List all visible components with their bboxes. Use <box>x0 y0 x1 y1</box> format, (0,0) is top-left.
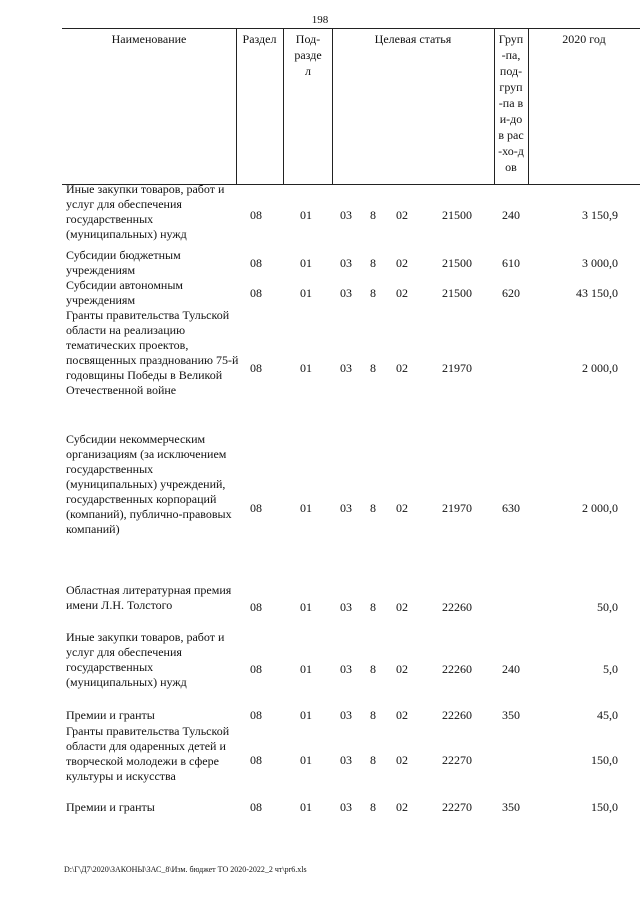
cell-name: Иные закупки товаров, работ и услуг для обеспечения государственных (муниципальных) нужд <box>66 630 225 689</box>
cell-subsection: 01 <box>300 662 312 676</box>
cell-subsection: 01 <box>300 256 312 270</box>
cell-target-direction: 21500 <box>442 208 472 222</box>
cell-target-direction: 22270 <box>442 753 472 767</box>
cell-subsection: 01 <box>300 800 312 814</box>
cell-target-program: 03 <box>340 662 352 676</box>
cell-amount-2020: 5,0 <box>603 662 618 676</box>
cell-amount-2020: 43 150,0 <box>576 286 618 300</box>
cell-target-subprogram: 8 <box>370 753 376 767</box>
cell-target-subprogram: 8 <box>370 501 376 515</box>
cell-expense-type: 630 <box>502 501 520 515</box>
page-number: 198 <box>311 14 329 26</box>
cell-target-direction: 22260 <box>442 708 472 722</box>
cell-subsection: 01 <box>300 753 312 767</box>
cell-name: Областная литературная премия имени Л.Н. Толстого <box>66 583 232 612</box>
cell-expense-type: 240 <box>502 208 520 222</box>
cell-name: Субсидии автономным учреждениям <box>66 278 183 307</box>
cell-section: 08 <box>250 286 262 300</box>
cell-target-event: 02 <box>396 208 408 222</box>
cell-target-subprogram: 8 <box>370 800 376 814</box>
column-divider <box>236 29 237 184</box>
table-header <box>62 28 640 185</box>
cell-target-event: 02 <box>396 361 408 375</box>
cell-target-direction: 22270 <box>442 800 472 814</box>
cell-subsection: 01 <box>300 286 312 300</box>
cell-target-subprogram: 8 <box>370 256 376 270</box>
cell-name: Субсидии некоммерческим организациям (за исключением государственных (муниципальных) учреждений, государственных корпораций (компаний), публично-правовых компаний) <box>66 432 232 536</box>
cell-amount-2020: 3 150,9 <box>582 208 618 222</box>
cell-target-program: 03 <box>340 286 352 300</box>
cell-expense-type: 610 <box>502 256 520 270</box>
cell-amount-2020: 50,0 <box>597 600 618 614</box>
cell-target-direction: 21970 <box>442 501 472 515</box>
cell-target-event: 02 <box>396 662 408 676</box>
cell-target-direction: 21500 <box>442 286 472 300</box>
cell-amount-2020: 2 000,0 <box>582 361 618 375</box>
cell-expense-type: 620 <box>502 286 520 300</box>
cell-target-subprogram: 8 <box>370 662 376 676</box>
cell-amount-2020: 45,0 <box>597 708 618 722</box>
cell-target-subprogram: 8 <box>370 361 376 375</box>
cell-section: 08 <box>250 600 262 614</box>
cell-name: Гранты правительства Тульской области для одаренных детей и творческой молодежи в сфере культуры и искусства <box>66 724 230 783</box>
cell-section: 08 <box>250 361 262 375</box>
cell-section: 08 <box>250 208 262 222</box>
cell-subsection: 01 <box>300 501 312 515</box>
cell-section: 08 <box>250 753 262 767</box>
cell-target-program: 03 <box>340 208 352 222</box>
cell-target-subprogram: 8 <box>370 600 376 614</box>
file-path-footer: D:\Г\Д7\2020\ЗАКОНЫ\ЗАС_8\Изм. бюджет ТО 2020-2022_2 чт\pr6.xls <box>64 865 307 874</box>
cell-target-direction: 21970 <box>442 361 472 375</box>
header-section: Раздел <box>242 32 277 46</box>
cell-target-subprogram: 8 <box>370 208 376 222</box>
cell-expense-type: 240 <box>502 662 520 676</box>
cell-name: Премии и гранты <box>66 708 155 722</box>
cell-target-direction: 21500 <box>442 256 472 270</box>
cell-expense-type: 350 <box>502 708 520 722</box>
cell-target-event: 02 <box>396 501 408 515</box>
cell-target-program: 03 <box>340 361 352 375</box>
cell-target-program: 03 <box>340 800 352 814</box>
cell-name: Субсидии бюджетным учреждениям <box>66 248 181 277</box>
cell-section: 08 <box>250 256 262 270</box>
column-divider <box>332 29 333 184</box>
header-year: 2020 год <box>562 32 606 46</box>
cell-section: 08 <box>250 708 262 722</box>
cell-target-event: 02 <box>396 286 408 300</box>
cell-target-event: 02 <box>396 800 408 814</box>
cell-target-subprogram: 8 <box>370 286 376 300</box>
cell-target-event: 02 <box>396 256 408 270</box>
cell-subsection: 01 <box>300 208 312 222</box>
cell-target-event: 02 <box>396 753 408 767</box>
cell-section: 08 <box>250 501 262 515</box>
cell-target-program: 03 <box>340 753 352 767</box>
cell-name: Иные закупки товаров, работ и услуг для обеспечения государственных (муниципальных) нужд <box>66 182 225 241</box>
header-subsection: Под-раздел <box>294 32 322 78</box>
cell-section: 08 <box>250 800 262 814</box>
cell-target-subprogram: 8 <box>370 708 376 722</box>
header-target-article: Целевая статья <box>374 32 452 46</box>
cell-subsection: 01 <box>300 600 312 614</box>
cell-target-program: 03 <box>340 256 352 270</box>
cell-section: 08 <box>250 662 262 676</box>
cell-amount-2020: 150,0 <box>591 800 618 814</box>
cell-target-event: 02 <box>396 708 408 722</box>
header-expense-group: Груп-па, под-груп-па ви-дов рас-хо-дов <box>498 32 524 174</box>
cell-name: Гранты правительства Тульской области на реализацию тематических проектов, посвященных празднованию 75-й годовщины Победы в Великой Отечественной войне <box>66 308 239 397</box>
column-divider <box>283 29 284 184</box>
cell-subsection: 01 <box>300 361 312 375</box>
cell-target-program: 03 <box>340 600 352 614</box>
cell-target-direction: 22260 <box>442 662 472 676</box>
cell-amount-2020: 150,0 <box>591 753 618 767</box>
cell-amount-2020: 2 000,0 <box>582 501 618 515</box>
column-divider <box>528 29 529 184</box>
cell-subsection: 01 <box>300 708 312 722</box>
header-name: Наименование <box>111 32 187 46</box>
cell-amount-2020: 3 000,0 <box>582 256 618 270</box>
cell-expense-type: 350 <box>502 800 520 814</box>
cell-target-program: 03 <box>340 708 352 722</box>
cell-target-event: 02 <box>396 600 408 614</box>
cell-target-program: 03 <box>340 501 352 515</box>
cell-name: Премии и гранты <box>66 800 155 814</box>
cell-target-direction: 22260 <box>442 600 472 614</box>
column-divider <box>494 29 495 184</box>
